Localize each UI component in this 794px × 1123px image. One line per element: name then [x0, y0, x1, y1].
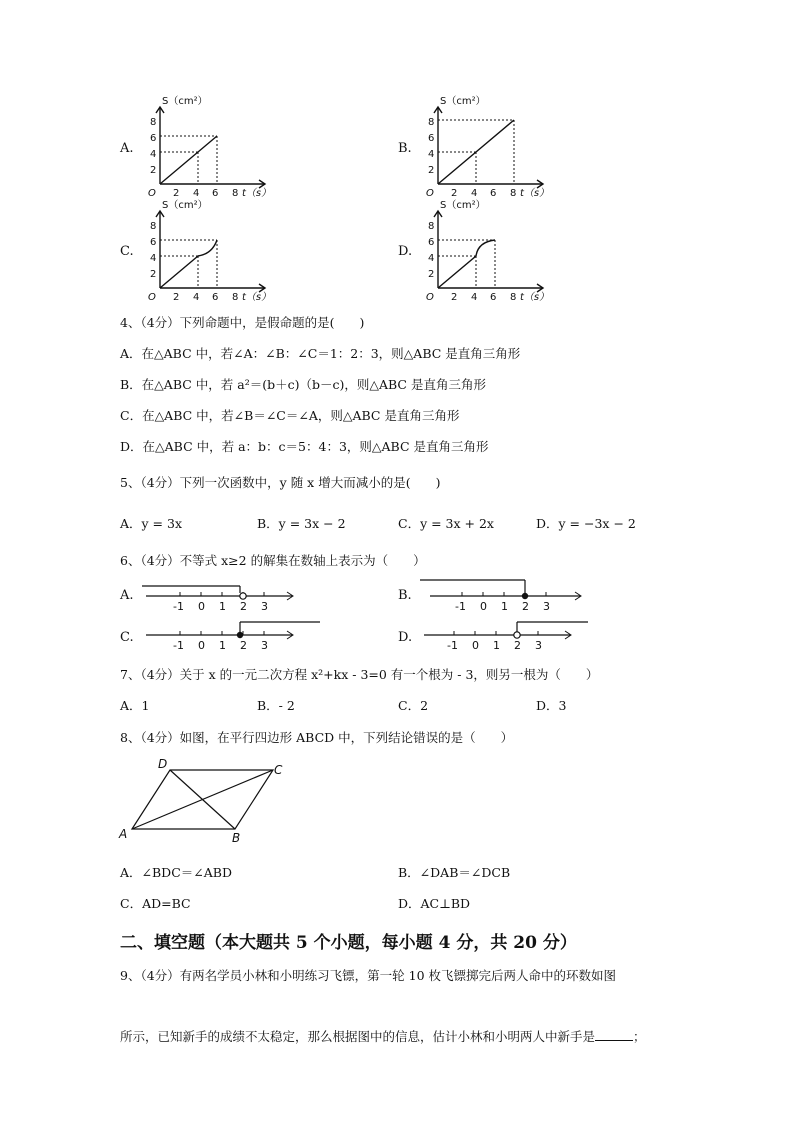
section-title: 二、填空题（本大题共 5 个小题，每小题 4 分，共 20 分） [120, 933, 577, 953]
y-axis-label: S（cm²） [162, 200, 208, 211]
xtick: 4 [193, 188, 200, 199]
x-axis-label: t（s） [242, 292, 272, 303]
diagonal-bd [170, 770, 235, 829]
tick-label: 1 [501, 600, 508, 613]
x-axis-label: t（s） [242, 188, 272, 199]
q8-option-c: C．AD=BC [120, 896, 191, 911]
ytick: 4 [428, 253, 435, 264]
tick-label: -1 [173, 639, 184, 652]
xtick: 6 [212, 292, 219, 303]
q4-option-d: D．在△ABC 中，若 a：b：c＝5：4：3，则△ABC 是直角三角形 [120, 439, 489, 454]
answer-blank[interactable] [595, 1028, 633, 1041]
xtick: 6 [490, 292, 497, 303]
tick-label: 3 [543, 600, 550, 613]
q6-option-d-label: D. [398, 630, 413, 645]
q8-option-a: A．∠BDC＝∠ABD [120, 865, 232, 880]
origin-label: O [426, 292, 434, 303]
q3-graph-b [416, 92, 566, 200]
closed-point [237, 632, 243, 638]
tick-label: 1 [219, 600, 226, 613]
graph-line [160, 136, 217, 184]
q7-option-a: A．1 [120, 698, 150, 713]
tick-label: 3 [535, 639, 542, 652]
q7-option-d: D．3 [536, 698, 567, 713]
tick-label: 1 [219, 639, 226, 652]
q3-graph-c [138, 196, 288, 304]
xtick: 6 [490, 188, 497, 199]
ytick: 8 [150, 221, 157, 232]
closed-point [522, 593, 528, 599]
xtick: 2 [451, 188, 458, 199]
q7-option-c: C．2 [398, 698, 429, 713]
ytick: 8 [428, 117, 435, 128]
xtick: 2 [173, 188, 180, 199]
q7-stem: 7、（4分）关于 x 的一元二次方程 x²+kx - 3=0 有一个根为 - 3，则另一根为（ ） [120, 667, 599, 682]
q6-stem: 6、（4分）不等式 x≥2 的解集在数轴上表示为（ ） [120, 553, 426, 568]
tick-label: -1 [173, 600, 184, 613]
ytick: 8 [150, 117, 157, 128]
ytick: 4 [150, 149, 157, 160]
q4-option-c: C．在△ABC 中，若∠B＝∠C＝∠A，则△ABC 是直角三角形 [120, 408, 460, 423]
xtick: 4 [193, 292, 200, 303]
q8-option-d: D．AC⊥BD [398, 896, 471, 911]
q6-numberline-a [142, 577, 302, 613]
xtick: 4 [471, 188, 478, 199]
tick-label: 3 [261, 639, 268, 652]
q5-option-a: A．y = 3x [120, 516, 183, 531]
y-axis-label: S（cm²） [440, 96, 486, 107]
ytick: 4 [150, 253, 157, 264]
y-axis-label: S（cm²） [162, 96, 208, 107]
tick-label: 0 [480, 600, 487, 613]
q9-line1: 9、（4分）有两名学员小林和小明练习飞镖，第一轮 10 枚飞镖掷完后两人命中的环数如图 [120, 968, 617, 983]
tick-label: 2 [522, 600, 529, 613]
xtick: 6 [212, 188, 219, 199]
q3-option-c-label: C. [120, 244, 134, 259]
q6-numberline-d [420, 618, 590, 654]
ytick: 6 [428, 237, 435, 248]
q6-numberline-b [420, 577, 590, 613]
origin-label: O [148, 188, 156, 199]
q3-graph-a [138, 92, 288, 200]
ytick: 2 [428, 269, 435, 280]
origin-label: O [148, 292, 156, 303]
open-point [240, 593, 246, 599]
q3-option-d-label: D. [398, 244, 413, 259]
ytick: 6 [150, 237, 157, 248]
tick-label: 3 [261, 600, 268, 613]
q5-option-c: C．y = 3x + 2x [398, 516, 494, 531]
vertex-b-label: B [232, 831, 241, 845]
q7-option-b: B．- 2 [257, 698, 295, 713]
q4-option-b: B．在△ABC 中，若 a²＝(b＋c)（b－c)，则△ABC 是直角三角形 [120, 377, 486, 392]
ytick: 8 [428, 221, 435, 232]
xtick: 2 [451, 292, 458, 303]
q3-graph-d [416, 196, 566, 304]
graph-line [438, 240, 495, 288]
q3-option-b-label: B. [398, 141, 412, 156]
axes [156, 107, 265, 188]
q9-line2 [120, 1027, 646, 1045]
q5-stem: 5、（4分）下列一次函数中，y 随 x 增大而减小的是( ) [120, 475, 441, 490]
graph-line [438, 120, 514, 184]
ytick: 2 [428, 165, 435, 176]
ytick: 6 [428, 133, 435, 144]
q6-numberline-c [142, 618, 322, 654]
xtick: 8 [232, 292, 239, 303]
tick-label: 1 [493, 639, 500, 652]
tick-label: 0 [472, 639, 479, 652]
tick-label: 0 [198, 639, 205, 652]
q4-option-a: A．在△ABC 中，若∠A：∠B：∠C＝1：2：3，则△ABC 是直角三角形 [120, 346, 521, 361]
xtick: 8 [232, 188, 239, 199]
q5-option-b: B．y = 3x − 2 [257, 516, 346, 531]
q6-option-c-label: C. [120, 630, 134, 645]
vertex-c-label: C [274, 763, 283, 777]
ytick: 6 [150, 133, 157, 144]
tick-label: 2 [514, 639, 521, 652]
graph-line [160, 240, 217, 288]
y-axis-label: S（cm²） [440, 200, 486, 211]
tick-label: -1 [447, 639, 458, 652]
vertex-d-label: D [158, 757, 168, 771]
q9-tail: ； [633, 1029, 646, 1044]
q9-line2-text: 所示，已知新手的成绩不太稳定，那么根据图中的信息，估计小林和小明两人中新手是 [120, 1029, 596, 1044]
x-axis-label: t（s） [520, 292, 550, 303]
tick-label: -1 [455, 600, 466, 613]
xtick: 4 [471, 292, 478, 303]
ytick: 2 [150, 165, 157, 176]
q3-option-a-label: A. [120, 141, 134, 156]
q8-option-b: B．∠DAB＝∠DCB [398, 865, 511, 880]
q6-option-b-label: B. [398, 588, 412, 603]
x-axis-label: t（s） [520, 188, 550, 199]
q6-option-a-label: A. [120, 588, 134, 603]
ytick: 2 [150, 269, 157, 280]
xtick: 8 [510, 188, 517, 199]
ytick: 4 [428, 149, 435, 160]
q4-stem: 4、（4分）下列命题中，是假命题的是( ) [120, 315, 365, 330]
tick-label: 0 [198, 600, 205, 613]
q8-stem: 8、（4分）如图，在平行四边形 ABCD 中，下列结论错误的是（ ） [120, 730, 514, 745]
xtick: 8 [510, 292, 517, 303]
q5-option-d: D．y = −3x − 2 [536, 516, 636, 531]
xtick: 2 [173, 292, 180, 303]
tick-label: 2 [240, 639, 247, 652]
vertex-a-label: A [119, 827, 128, 841]
open-point [514, 632, 520, 638]
tick-label: 2 [240, 600, 247, 613]
origin-label: O [426, 188, 434, 199]
parallelogram-figure [116, 756, 296, 846]
